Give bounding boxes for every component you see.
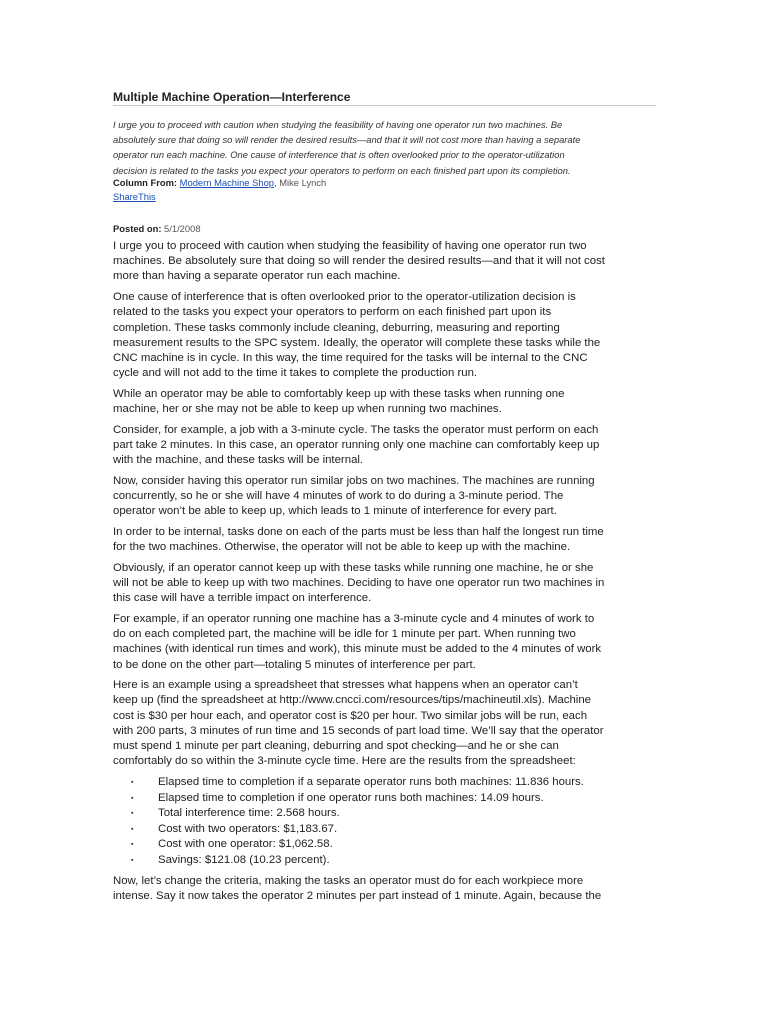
posted-date-row [113, 223, 201, 234]
column-source [113, 177, 326, 188]
paragraph-line: Now, let’s change the criteria, making the tasks an operator must do for each workpiece more [113, 875, 584, 888]
body-paragraph [113, 474, 658, 520]
paragraph-line: For example, if an operator running one machine has a 3-minute cycle and 4 minutes of work to [113, 612, 595, 625]
list-item-text: Total interference time: 2.568 hours. [158, 807, 340, 820]
paragraph-line: intense. Say it now takes the operator 2 minutes per part instead of 1 minute. Again, because the [113, 890, 602, 903]
paragraph-line: with 200 parts, 3 minutes of run time and 15 seconds of part load time. We’ll say that the operator [113, 724, 604, 737]
list-item [113, 775, 658, 791]
paragraph-line: Obviously, if an operator cannot keep up with these tasks while running one machine, he or she [113, 561, 594, 574]
body-paragraph [113, 387, 658, 417]
share-this-link[interactable]: ShareThis [113, 191, 156, 202]
paragraph-line: to be done on the other part—totaling 5 minutes of interference per part. [113, 658, 476, 671]
paragraph-line: machines (with identical run times and work), this minute must be added to the 4 minutes of work [113, 643, 602, 656]
paragraph-line: cycle and will not add to the time it takes to complete the production run. [113, 367, 478, 380]
summary-line: decision is related to the tasks you expect your operators to perform on each finished part upon its completion. [113, 164, 571, 176]
paragraph-line: this case will have a terrible impact on interference. [113, 592, 372, 605]
paragraph-line: While an operator may be able to comfortably keep up with these tasks when running one [113, 387, 565, 400]
publication-link[interactable]: Modern Machine Shop [179, 177, 274, 188]
paragraph-line: One cause of interference that is often overlooked prior to the operator-utilization decision is [113, 291, 576, 304]
article-body [113, 239, 658, 910]
list-item [113, 853, 658, 869]
bullet-icon: ▪ [131, 794, 134, 802]
paragraph-line: part take 2 minutes. In this case, an operator running only one machine can comfortably keep up [113, 438, 600, 451]
title-divider [113, 105, 656, 106]
article-title: Multiple Machine Operation—Interference [113, 90, 351, 104]
bullet-icon: ▪ [131, 810, 134, 818]
list-item [113, 822, 658, 838]
paragraph-line: concurrently, so he or she will have 4 minutes of work to do during a 3-minute period. The [113, 490, 564, 503]
list-item [113, 837, 658, 853]
summary-line: operator run each machine. One cause of interference that is often overlooked prior to the operator-utilization [113, 149, 565, 161]
paragraph-line: machines. Be absolutely sure that doing so will render the desired results—and that it will not cost [113, 255, 605, 268]
body-paragraph [113, 678, 658, 769]
posted-on-label: Posted on: [113, 223, 162, 234]
paragraph-line: keep up (find the spreadsheet at http://www.cncci.com/resources/tips/machineutil.xls). Machine [113, 694, 591, 707]
paragraph-line: Here is an example using a spreadsheet that stresses what happens when an operator can’t [113, 679, 578, 692]
bullet-icon: ▪ [131, 825, 134, 833]
paragraph-line: do on each completed part, the machine will be idle for 1 minute per part. When running two [113, 628, 576, 641]
article-summary [113, 117, 658, 178]
paragraph-line: machine, her or she may not be able to keep up when running two machines. [113, 403, 502, 416]
body-paragraph [113, 423, 658, 469]
paragraph-line: In order to be internal, tasks done on each of the parts must be less than half the longest run time [113, 525, 604, 538]
body-paragraph [113, 874, 658, 904]
paragraph-line: comfortably do so within the 3-minute cycle time. Here are the results from the spreadsheet: [113, 755, 576, 768]
paragraph-line: measurement results to the SPC system. Ideally, the operator will complete these tasks while the [113, 336, 601, 349]
bullet-icon: ▪ [131, 841, 134, 849]
paragraph-line: more than having a separate operator run each machine. [113, 270, 401, 283]
paragraph-line: operator won’t be able to keep up, which leads to 1 minute of interference for every part. [113, 505, 557, 518]
list-item-text: Cost with one operator: $1,062.58. [158, 838, 333, 851]
summary-line: I urge you to proceed with caution when studying the feasibility of having one operator run two machines. Be [113, 119, 563, 130]
paragraph-line: with the machine, and these tasks will be internal. [113, 454, 364, 467]
bullet-icon: ▪ [131, 779, 134, 786]
author-name: , Mike Lynch [274, 177, 327, 188]
list-item [113, 806, 658, 822]
body-paragraph [113, 239, 658, 285]
paragraph-line: CNC machine is in cycle. In this way, the time required for the tasks will be internal to the CNC [113, 351, 588, 364]
summary-line: absolutely sure that doing so will render the desired results—and that it will not cost more than having a separate [113, 134, 581, 146]
list-item-text: Savings: $121.08 (10.23 percent). [158, 853, 330, 866]
list-item-text: Elapsed time to completion if a separate operator runs both machines: 11.836 hours. [158, 776, 584, 788]
paragraph-line: Now, consider having this operator run similar jobs on two machines. The machines are running [113, 474, 595, 487]
paragraph-line: for the two machines. Otherwise, the operator will not be able to keep up with the machine. [113, 541, 571, 554]
paragraph-line: completion. These tasks commonly include cleaning, deburring, measuring and reporting [113, 321, 560, 334]
list-item-text: Elapsed time to completion if one operator runs both machines: 14.09 hours. [158, 791, 544, 804]
body-paragraph [113, 561, 658, 607]
body-paragraph [113, 525, 658, 555]
paragraph-line: I urge you to proceed with caution when studying the feasibility of having one operator run two [113, 240, 587, 252]
body-paragraph [113, 290, 658, 381]
bullet-icon: ▪ [131, 856, 134, 864]
body-paragraph [113, 612, 658, 673]
paragraph-line: cost is $30 per hour each, and operator cost is $20 per hour. Two similar jobs will be run, each [113, 709, 588, 722]
list-item-text: Cost with two operators: $1,183.67. [158, 822, 338, 835]
posted-date: 5/1/2008 [161, 223, 201, 234]
paragraph-line: related to the tasks you expect your operators to perform on each finished part upon its [113, 306, 552, 319]
column-from-label: Column From: [113, 177, 178, 188]
paragraph-line: must spend 1 minute per part cleaning, deburring and spot checking—and he or she can [113, 740, 559, 753]
paragraph-line: Consider, for example, a job with a 3-minute cycle. The tasks the operator must perform on each [113, 423, 599, 436]
results-list [113, 775, 658, 869]
list-item [113, 791, 658, 807]
paragraph-line: will not be able to keep up with two machines. Deciding to have one operator run two machines in [113, 577, 605, 590]
